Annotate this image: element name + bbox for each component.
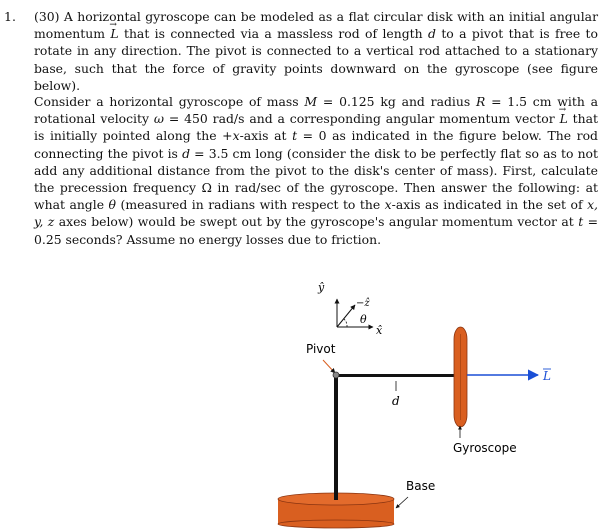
horizontal-rod	[336, 374, 457, 377]
rod-length-symbol: d	[428, 26, 436, 42]
theta-label: θ	[360, 313, 367, 326]
problem-detail-paragraph: Consider a horizontal gyroscope of mass M = 0.125 kg and radius R = 1.5 cm with a rotational velocity ω = 450 rad/s and a corresponding angular momentum vector → L that is initially pointed along the +x-axis at t = 0 as indicated in the figure below. The rod connecting the pivot is d = 3.5 cm long (consider the disk to be perfectly flat so as to not add any additional distance from the pivot to the disk's center of mass). First, calculate the precession frequency Ω in rad/sec of the gyroscope. Then answer the following: at what angle θ (measured in radians with respect to the x-axis as indicated in the set of x, y, z axes below) would be swept out by the gyroscope's angular momentum vector at t = 0.25 seconds? Assume no energy losses due to friction.	[34, 93, 598, 248]
z-axis-label: −ẑ	[356, 298, 370, 309]
gyroscope-label: Gyroscope	[453, 441, 517, 455]
z-axis-arrow	[337, 305, 355, 327]
points-label: (30)	[34, 9, 60, 24]
theta-arc	[344, 319, 347, 327]
pivot-pointer	[323, 360, 335, 373]
pivot-label: Pivot	[306, 342, 336, 356]
problem-intro-paragraph: (30) A horizontal gyroscope can be modeled as a flat circular disk with an initial angular momentum → L that is connected via a massless rod of length d to a pivot that is free to rotate in any direction. The pivot is connected to a vertical rod attached to a stationary base, such that the force of gravity points downward on the gyroscope (see figure below).	[34, 8, 598, 94]
base-pointer	[396, 497, 408, 508]
d-label: d	[392, 394, 400, 408]
coordinate-axes	[317, 281, 383, 337]
problem-number: 1.	[4, 9, 16, 24]
y-axis-label: ŷ	[318, 281, 325, 294]
pivot-joint	[333, 372, 339, 378]
vertical-rod	[334, 374, 338, 500]
angular-momentum-label: L	[543, 369, 551, 383]
x-axis-label: x̂	[376, 324, 383, 337]
angular-momentum-symbol: → L	[110, 26, 118, 41]
base-label: Base	[406, 479, 436, 493]
